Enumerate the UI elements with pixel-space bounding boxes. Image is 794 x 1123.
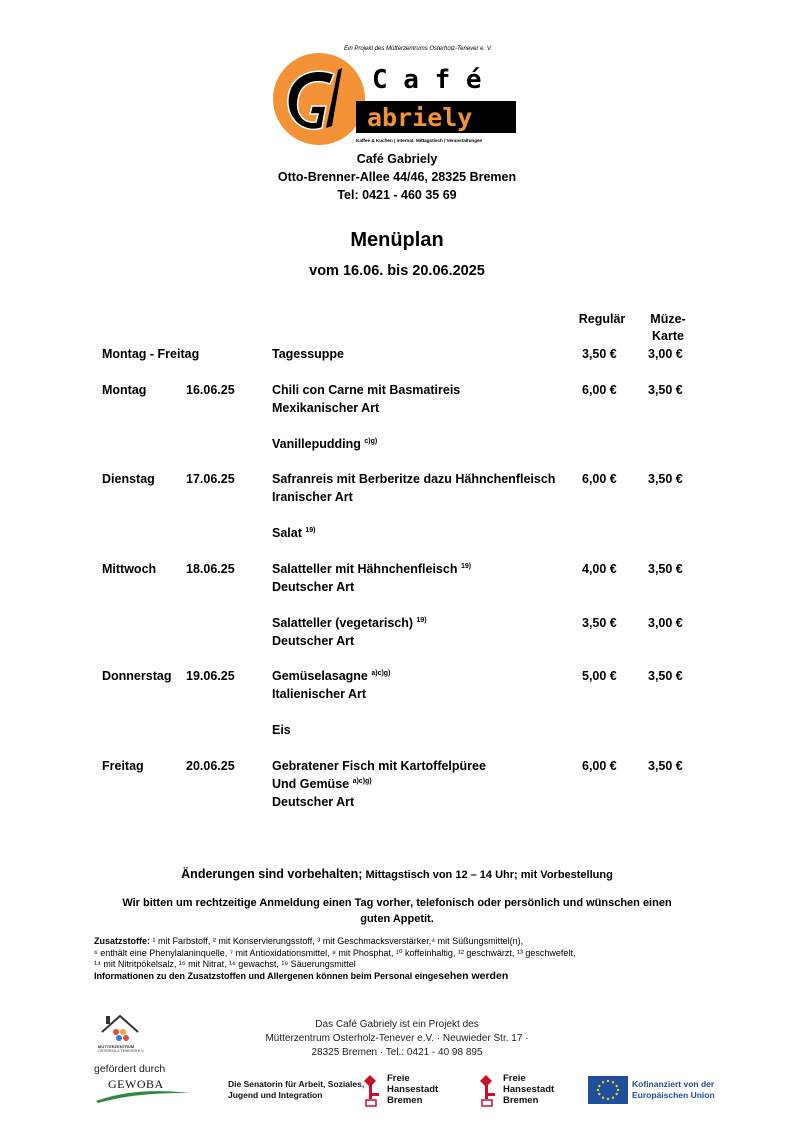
row-price-mueze: 3,00 € [648,616,683,630]
additives-info-a: Informationen zu den Zusatzstoffen und Allergenen können beim Personal einge [94,970,439,981]
additives-info [94,971,714,983]
senator-line2: Jugend und Integration [228,1090,323,1100]
column-header-mueze [640,311,696,345]
page-title: Menüplan [350,229,444,251]
row-dish: Gebratener Fisch mit Kartoffelpüree [272,759,486,773]
row-price-mueze: 3,50 € [648,383,683,397]
cafe-phone: Tel: 0421 - 460 35 69 [337,188,457,202]
row-date: 17.06.25 [186,472,235,486]
additives-line2: ⁶ enthält eine Phenylalaninquelle, ⁷ mit Antioxidationsmittel, ⁸ mit Phosphat, ¹⁰ koffeinhaltig, ¹² geschwärzt, ¹³ geschwefelt, [94,947,576,958]
row-day: Donnerstag [102,669,172,683]
request-note [60,895,734,927]
mz-logo-text-2: OSTERHOLZ-TENEVER E.V. [98,1049,145,1053]
row-day: Dienstag [102,472,155,486]
column-header-mueze-line2: Karte [652,329,684,343]
logo-word-cafe: C a f é [372,65,482,95]
bremen-key-icon [362,1073,384,1107]
row-origin: Deutscher Art [272,580,355,594]
senator-logo [228,1079,364,1101]
footer-line3: 28325 Bremen · Tel.: 0421 - 40 98 895 [311,1047,483,1058]
row-origin: Italienischer Art [272,687,367,701]
row-price-mueze: 3,00 € [648,347,683,361]
allergen-codes: 19) [305,527,316,534]
row-date: 18.06.25 [186,562,235,576]
row-origin: Deutscher Art [272,634,355,648]
footer-line1: Das Café Gabriely ist ein Projekt des [315,1019,479,1030]
row-origin: Deutscher Art [272,795,355,809]
column-header-regular: Regulär [578,312,626,326]
eu-cofinanced-text [632,1079,715,1101]
page-subtitle: vom 16.06. bis 20.06.2025 [309,263,485,279]
bremen-1-line2: Hansestadt [387,1084,439,1095]
row-dish-text: Gemüselasagne [272,669,372,683]
muetterzentrum-logo [98,1012,148,1056]
row-price-regular: 5,00 € [582,669,617,683]
row-date: 19.06.25 [186,669,235,683]
logo-tagline-bottom: Kaffee & Kuchen | internat. Mittagstisch | Veranstaltungen [356,138,483,143]
senator-line1: Die Senatorin für Arbeit, Soziales, [228,1079,365,1089]
changes-note-b: Mittagstisch von 12 – 14 Uhr; mit Vorbestellung [362,869,613,881]
allergen-codes: a)c)g) [371,670,391,677]
row-origin: Mexikanischer Art [272,401,380,415]
cafe-gabriely-logo [272,42,522,148]
row-dish [272,614,427,632]
gewoba-logo [94,1077,194,1105]
allergen-codes: 19) [416,617,427,624]
footer-line2: Mütterzentrum Osterholz-Tenever e.V. · Neuwieder Str. 17 · [265,1033,529,1044]
cafe-name: Café Gabriely [356,152,438,166]
allergen-codes: c)g) [364,438,378,445]
row-price-regular: 6,00 € [582,383,617,397]
row-dish: Safranreis mit Berberitze dazu Hähnchenfleisch [272,472,556,486]
changes-note-a: Änderungen sind vorbehalten; [181,867,363,881]
additives-line3: ¹⁴ mit Nitritpökelsalz, ¹⁵ mit Nitrat, ¹⁶ gewachst, ¹⁹ Säuerungsmittel [94,959,356,969]
row-day: Montag [102,383,147,397]
allergen-codes: 19) [460,563,472,570]
bremen-2-line1: Freie [503,1073,526,1084]
row-dish-text: Salatteller (vegetarisch) [272,616,417,630]
row-origin: Iranischer Art [272,490,353,504]
bremen-1-line1: Freie [387,1073,410,1084]
column-header-mueze-line1: Müze- [650,312,686,326]
row-price-regular: 4,00 € [582,562,617,576]
eu-flag-icon [588,1076,628,1104]
row-dish: Eis [272,723,291,737]
request-note-line2: guten Appetit. [360,913,434,925]
logo-graphic [272,42,522,148]
row-dish-line2 [272,775,372,793]
allergen-codes: a)c)g) [352,778,372,785]
bremen-1-line3: Bremen [387,1095,423,1106]
row-dish [272,435,377,453]
row-price-mueze: 3,50 € [648,669,683,683]
bremen-wordmark-2 [503,1073,554,1106]
row-dish-text: Und Gemüse [272,777,353,791]
logo-orange-circle [273,53,365,145]
row-dish [272,667,390,685]
row-dish-text: Salatteller mit Hähnchenfleisch [272,562,461,576]
row-price-regular: 6,00 € [582,472,617,486]
row-price-mueze: 3,50 € [648,759,683,773]
bremen-key-icon [478,1073,500,1107]
row-dish: Chili con Carne mit Basmatireis [272,383,461,397]
row-dish-text: Vanillepudding [272,437,365,451]
additives-label: Zusatzstoffe: [94,936,150,946]
bremen-2-line2: Hansestadt [503,1084,555,1095]
logo-word-gabriely: abriely [367,103,473,132]
row-day: Montag - Freitag [102,347,200,361]
row-price-regular: 3,50 € [582,616,617,630]
additives-line1: ¹ mit Farbstoff, ² mit Konservierungsstoff, ³ mit Geschmacksverstärker,⁴ mit Süßungsmittel(n), [150,936,524,946]
bremen-wordmark-1 [387,1073,438,1106]
row-dish: Tagessuppe [272,347,345,361]
row-date: 16.06.25 [186,383,235,397]
eu-line2: Europäischen Union [632,1090,715,1100]
row-price-regular: 3,50 € [582,347,617,361]
row-day: Freitag [102,759,144,773]
additives-block [94,936,714,982]
row-price-mueze: 3,50 € [648,472,683,486]
bremen-2-line3: Bremen [503,1095,539,1106]
funded-by-label: gefördert durch [94,1063,166,1075]
row-day: Mittwoch [102,562,157,576]
footer-project-info [220,1018,574,1060]
request-note-line1: Wir bitten um rechtzeitige Anmeldung einen Tag vorher, telefonisch oder persönlich und wünschen einen [122,897,672,909]
row-price-mueze: 3,50 € [648,562,683,576]
cafe-address: Otto-Brenner-Allee 44/46, 28325 Bremen [277,170,517,184]
row-dish [272,560,471,578]
logo-tagline-top: Ein Projekt des Mütterzentrums Osterholz-Tenever e. V. [344,46,493,52]
row-dish-text: Salat [272,526,306,540]
eu-line1: Kofinanziert von der [632,1079,715,1089]
row-dish [272,524,315,542]
gewoba-wordmark: GEWOBA [108,1077,164,1091]
mz-logo-text-1: MÜTTERZENTRUM [98,1044,135,1049]
row-price-regular: 6,00 € [582,759,617,773]
row-date: 20.06.25 [186,759,235,773]
changes-note [60,866,734,883]
additives-info-b: sehen werden [438,969,509,982]
